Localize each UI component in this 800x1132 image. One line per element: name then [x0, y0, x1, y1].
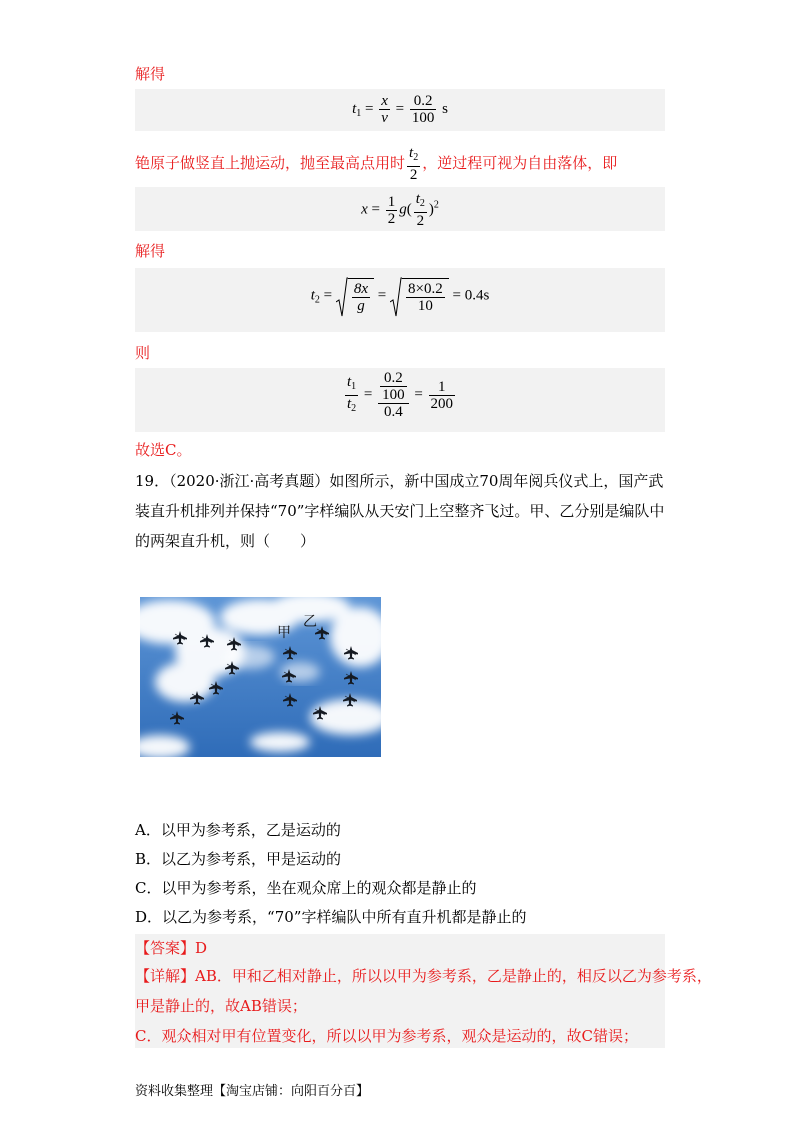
- then-label: 则: [135, 344, 151, 362]
- sqrt-1: $\frac{8x}{g}$: [336, 278, 374, 314]
- option-a[interactable]: A．以甲为参考系，乙是运动的: [135, 821, 341, 839]
- option-d[interactable]: D．以乙为参考系，“70”字样编队中所有直升机都是静止的: [135, 908, 527, 926]
- helicopter-formation-photo: [140, 597, 381, 757]
- equation-x: x = $\frac{1}{2}$ g( $\frac{t_2}{2}$ )$^2$: [361, 191, 439, 229]
- option-c[interactable]: C．以甲为参考系，坐在观众席上的观众都是静止的: [135, 879, 477, 897]
- label-jia: 甲: [277, 625, 291, 641]
- question-number: 19．: [135, 472, 170, 490]
- equation-ratio: $\frac{t_1}{t_2}$ = $\frac{\frac{0.2}{100}}{0.4}$ = $\frac{1}{200}$: [346, 370, 454, 420]
- question-text: 如图所示，新中国成立70周年阅兵仪式上，国产武装直升机排列并保持“70”字样编队从天安门上空整齐飞过。甲、乙分别是编队中的两架直升机，则（ ）: [135, 472, 665, 550]
- answer-detail-line-2: 甲是静止的，故AB错误；: [135, 997, 307, 1015]
- equation-box-1: [135, 89, 665, 131]
- sqrt-2: $\frac{8\times 0.2}{10}$: [390, 278, 449, 314]
- equation-box-2: [135, 187, 665, 231]
- paragraph-cesium: 铯原子做竖直上抛运动，抛至最高点用时 $\frac{t_2}{2}$ ，逆过程可视为自由落体，即: [135, 145, 618, 183]
- label-yi: 乙: [303, 614, 317, 630]
- option-b[interactable]: B．以乙为参考系，甲是运动的: [135, 850, 342, 868]
- footer: 资料收集整理【淘宝店铺：向阳百分百】: [135, 1084, 370, 1099]
- answer-detail-line-3: C．观众相对甲有位置变化，所以以甲为参考系，观众是运动的，故C错误；: [135, 1027, 638, 1045]
- solve-label: 解得: [135, 242, 166, 260]
- equation-box-4: [135, 368, 665, 432]
- fraction-t2-over-2: $\frac{t_2}{2}$: [409, 145, 419, 183]
- answer-detail-line-1: 【详解】AB．甲和乙相对静止，所以以甲为参考系，乙是静止的，相反以乙为参考系，: [135, 967, 712, 985]
- solve-label: 解得: [135, 65, 166, 83]
- equation-box-3: [135, 268, 665, 332]
- equation-t1: $t_1$ = $\frac{x}{v}$ = $\frac{0.2}{100}$ s: [352, 93, 448, 126]
- equation-t2: $t_2$ = $\frac{8x}{g}$ = $\frac{8\times 0.2}{10}$ = 0.4s: [135, 278, 665, 314]
- conclusion: 故选C。: [135, 441, 192, 459]
- question-19: [135, 466, 665, 556]
- answer-label: 【答案】D: [135, 939, 208, 957]
- question-source: （2020·浙江·高考真题）: [169, 472, 330, 490]
- answer-box: [135, 934, 712, 1048]
